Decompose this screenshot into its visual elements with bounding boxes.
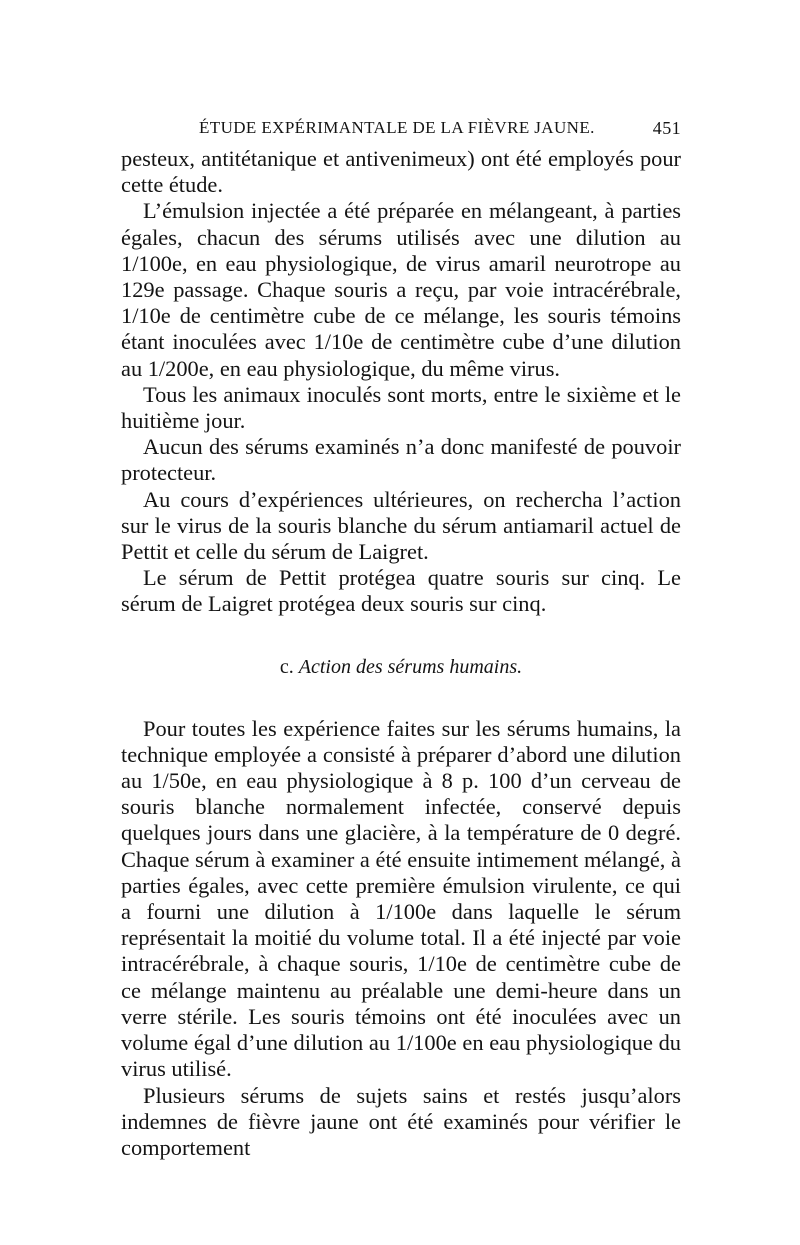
paragraph: Plusieurs sérums de sujets sains et restés jusqu’alors indemnes de fièvre jaune ont été examinés pour vérifier le comportement xyxy=(121,1082,681,1160)
section-title: Action des sérums humains. xyxy=(298,655,523,678)
page-number: 451 xyxy=(652,118,681,138)
paragraph: L’émulsion injectée a été préparée en mélangeant, à parties égales, chacun des sérums utilisés avec une dilution au 1/100e, en eau physiologique, de virus amaril neurotrope au 129e passage. Chaque souris a reçu, par voie intracérébrale, 1/10e de centimètre cube de ce mélange, les souris témoins étant inoculées avec 1/10e de centimètre cube d’une dilution au 1/200e, en eau physiologique, du même virus. xyxy=(121,198,681,381)
paragraph-continued: pesteux, antitétanique et antivenimeux) ont été employés pour cette étude. xyxy=(121,146,681,198)
section-letter: c. xyxy=(279,655,294,678)
paragraph: Tous les animaux inoculés sont morts, entre le sixième et le huitième jour. xyxy=(121,381,681,434)
paragraph: Au cours d’expériences ultérieures, on rechercha l’action sur le virus de la souris blanche du sérum antiamaril actuel de Pettit et celle du sérum de Laigret. xyxy=(121,486,681,565)
book-page xyxy=(121,112,681,1161)
body-text xyxy=(121,146,681,1161)
paragraph: Le sérum de Pettit protégea quatre souris sur cinq. Le sérum de Laigret protégea deux souris sur cinq. xyxy=(121,565,681,617)
paragraph: Aucun des sérums examinés n’a donc manifesté de pouvoir protecteur. xyxy=(121,434,681,486)
running-head xyxy=(121,112,681,146)
section-heading xyxy=(121,654,681,680)
running-title: ÉTUDE EXPÉRIMANTALE DE LA FIÈVRE JAUNE. xyxy=(199,118,595,137)
paragraph: Pour toutes les expérience faites sur les sérums humains, la technique employée a consisté à préparer d’abord une dilution au 1/50e, en eau physiologique à 8 p. 100 d’un cerveau de souris blanche normalement infectée, conservé depuis quelques jours dans une glacière, à la température de 0 degré. Chaque sérum à examiner a été ensuite intimement mélangé, à parties égales, avec cette première émulsion virulente, ce qui a fourni une dilution à 1/100e dans laquelle le sérum représentait la moitié du volume total. Il a été injecté par voie intracérébrale, à chaque souris, 1/10e de centimètre cube de ce mélange maintenu au préalable une demi-heure dans un verre stérile. Les souris témoins ont été inoculées avec un volume égal d’une dilution au 1/100e en eau physiologique du virus utilisé. xyxy=(121,715,681,1082)
